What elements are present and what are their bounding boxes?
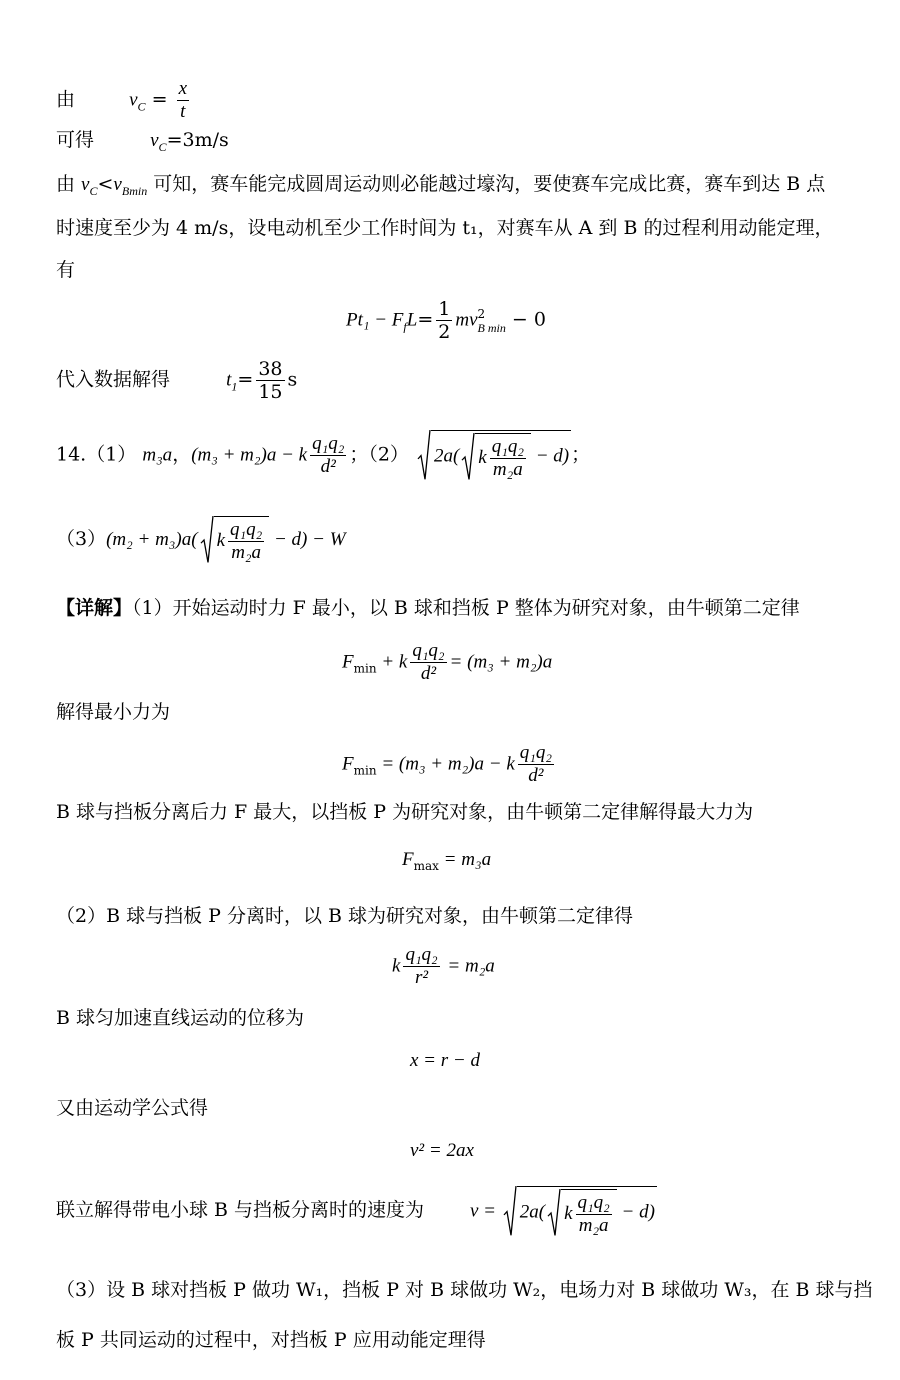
eq-part: mv [455, 309, 478, 331]
eq-part: m₃a [142, 444, 173, 466]
line-part3b: 板 P 共同运动的过程中，对挡板 P 应用动能定理得 [56, 1329, 486, 1351]
sub: Bmin [121, 183, 148, 198]
fraction [403, 944, 439, 989]
num: 1 [438, 298, 451, 320]
eq: = [237, 368, 254, 391]
var: v [113, 174, 122, 195]
fraction [518, 742, 554, 787]
var: v [129, 89, 138, 111]
text: 代入数据解得 [56, 368, 171, 391]
eq-part: L [406, 309, 418, 331]
fraction [177, 78, 189, 123]
num: q₁q₂ [519, 742, 552, 763]
equation-4 [402, 848, 491, 873]
text: ； [571, 443, 591, 466]
fraction [310, 433, 346, 478]
answer-14 [56, 430, 590, 481]
den: d² [528, 765, 544, 786]
text: ， [172, 443, 192, 466]
var: t [226, 369, 232, 391]
den: 2 [438, 321, 451, 343]
sqrt [503, 1186, 657, 1237]
num: x [178, 78, 188, 99]
den: 15 [258, 381, 283, 403]
unit: s [287, 368, 298, 391]
num: q₁q₂ [230, 519, 263, 540]
den: d² [420, 663, 437, 684]
k: k [564, 1202, 573, 1224]
eq-part: + k [376, 651, 408, 673]
k: k [216, 529, 225, 551]
text: 可知，赛车能完成圆周运动则必能越过壕沟，要使赛车完成比赛，赛车到达 B 点 [147, 173, 826, 195]
num: q₁q₂ [405, 944, 438, 965]
sub: C [137, 99, 146, 114]
text: 联立解得带电小球 B 与挡板分离时的速度为 [56, 1199, 425, 1221]
sqrt [417, 430, 571, 481]
line-displacement: B 球匀加速直线运动的位移为 [56, 1007, 305, 1029]
line-part3a: （3）设 B 球对挡板 P 做功 W₁，挡板 P 对 B 球做功 W₂，电场力对 B 球做功 W₃，在 B 球与挡 [56, 1279, 873, 1301]
equation-2 [342, 640, 552, 685]
den: d² [320, 456, 336, 477]
sqrt-sign [200, 516, 214, 564]
eq-part: = (m₃ + m₂)a − k [376, 753, 515, 775]
eq-part: − d) [616, 1201, 655, 1223]
sub: min [353, 661, 377, 676]
line-speed [56, 1198, 424, 1222]
eq-part: F [342, 753, 354, 775]
den: m₂a [231, 542, 262, 563]
sqrt-sign [417, 430, 431, 481]
fraction [256, 358, 284, 403]
fraction [410, 640, 446, 685]
answer-3 [56, 516, 346, 564]
sqrt [461, 433, 531, 481]
line-max: B 球与挡板分离后力 F 最大，以挡板 P 为研究对象，由牛顿第二定律解得最大力为 [56, 801, 754, 823]
line-part2: （2）B 球与挡板 P 分离时，以 B 球为研究对象，由牛顿第二定律得 [56, 905, 633, 927]
eq-part: Pt₁ − F [346, 309, 404, 331]
text: 由 [56, 173, 82, 195]
equation-7: v² = 2ax [410, 1140, 474, 1161]
line-5: 有 [56, 259, 76, 281]
eq-part: v = [470, 1200, 501, 1222]
detail-heading [56, 596, 800, 620]
sqrt-sign [547, 1189, 561, 1237]
eq-part: F [342, 651, 354, 673]
num: q₁q₂ [312, 433, 345, 454]
var: v [81, 174, 90, 195]
sup: 2 [477, 306, 486, 321]
line-4: 时速度至少为 4 m/s，设电动机至少工作时间为 t₁，对赛车从 A 到 B 的过程利用动能定理， [56, 217, 834, 239]
sub: B min [477, 320, 506, 335]
equation-8 [470, 1186, 657, 1237]
var: v [150, 130, 159, 151]
value: =3m/s [166, 129, 229, 151]
k: k [478, 446, 487, 468]
eq-part: = (m₃ + m₂)a [449, 651, 553, 673]
eq-part: 2a( [433, 445, 460, 467]
eq: = [417, 308, 434, 331]
text: 可得 [56, 129, 95, 151]
sub: min [353, 763, 377, 778]
sub: max [413, 858, 439, 873]
eq: = [151, 88, 168, 111]
sub: f [403, 319, 407, 334]
line-6 [56, 358, 297, 403]
equation-1 [346, 298, 546, 343]
eq-part: (m₃ + m₂)a − k [191, 444, 308, 466]
eq-part: − d) − W [269, 529, 346, 550]
line-min: 解得最小力为 [56, 701, 171, 723]
text: 由 [56, 88, 76, 111]
line-2 [56, 128, 229, 159]
line-3 [56, 172, 825, 203]
num: q₁q₂ [491, 436, 524, 457]
fraction [490, 436, 526, 481]
eq-part: − 0 [505, 308, 546, 331]
eq-part: F [402, 849, 414, 870]
text: 14.（1） [56, 443, 137, 466]
den: t [180, 101, 186, 122]
den: m₂a [492, 459, 523, 480]
den: r² [415, 967, 429, 988]
sub: 1 [231, 379, 238, 394]
text: ；（2） [349, 443, 409, 466]
sqrt [200, 516, 270, 564]
equation-3 [342, 742, 557, 787]
text: （3） [56, 528, 107, 550]
num: q₁q₂ [577, 1192, 610, 1213]
num: 38 [258, 358, 283, 380]
sqrt [547, 1189, 617, 1237]
line-1 [56, 78, 192, 123]
fraction [576, 1192, 612, 1237]
line-kinematics: 又由运动学公式得 [56, 1097, 209, 1119]
den: m₂a [578, 1215, 609, 1236]
eq-part: 2a( [519, 1201, 546, 1223]
eq-part: − d) [530, 445, 570, 467]
fraction [228, 519, 264, 564]
lt: < [97, 173, 114, 195]
eq-part: = m₃a [438, 849, 492, 870]
sqrt-sign [461, 433, 475, 481]
k: k [392, 955, 401, 977]
eq-part: = m₂a [442, 955, 495, 977]
equation-5 [392, 944, 495, 989]
equation-6: x = r − d [410, 1050, 480, 1071]
eq-part: (m₂ + m₃)a( [106, 529, 198, 550]
detail-tag: 【详解】 [56, 597, 133, 619]
num: q₁q₂ [412, 640, 445, 661]
sqrt-sign [503, 1186, 517, 1237]
sub: C [89, 183, 98, 198]
text: （1）开始运动时力 F 最小，以 B 球和挡板 P 整体为研究对象，由牛顿第二定律 [132, 597, 800, 619]
fraction [436, 298, 452, 343]
sub: C [158, 139, 167, 154]
